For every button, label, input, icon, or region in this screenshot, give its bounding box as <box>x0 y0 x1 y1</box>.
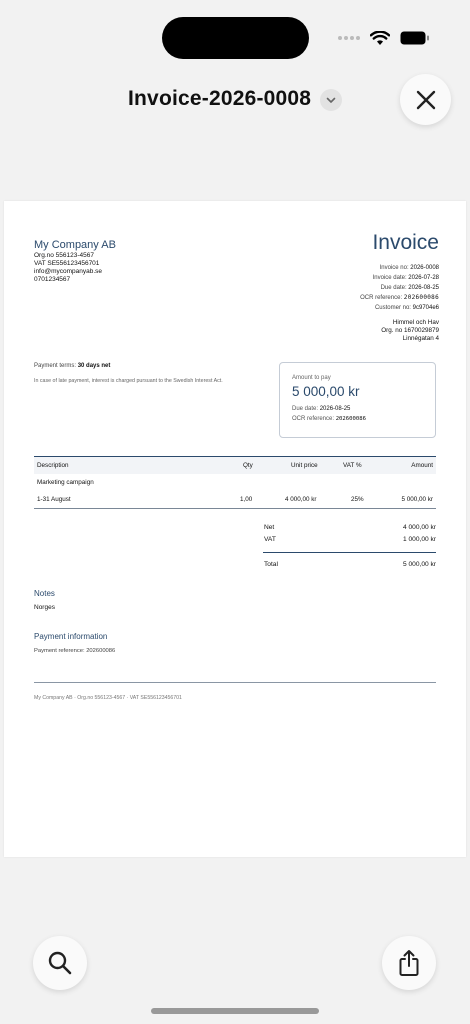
col-qty: Qty <box>243 462 253 469</box>
totals-rule <box>263 546 436 553</box>
row-amount: 5 000,00 kr <box>401 496 433 503</box>
group-label: Marketing campaign <box>37 479 94 486</box>
ocr-value: 202600086 <box>335 416 366 422</box>
document-title[interactable]: Invoice-2026-0008 <box>128 87 312 110</box>
ocr-label: OCR reference: <box>292 416 335 422</box>
net-label: Net <box>264 524 275 531</box>
payment-info-text: Payment reference: 202600086 <box>34 648 116 654</box>
meta-ocr <box>360 293 439 304</box>
wifi-icon <box>370 31 390 46</box>
line-items-table <box>34 456 436 509</box>
meta-value: 2026-07-28 <box>408 274 439 281</box>
total-vat-row <box>263 534 436 546</box>
totals-block <box>263 522 436 571</box>
close-icon <box>415 89 437 111</box>
meta-due-date <box>360 284 439 294</box>
company-email: info@mycompanyab.se <box>34 268 103 275</box>
company-name: My Company AB <box>34 239 116 251</box>
net-value: 4 000,00 kr <box>403 524 436 531</box>
pay-box-due <box>292 406 350 412</box>
customer-name: Himmel och Hav <box>392 319 439 326</box>
col-vat: VAT % <box>343 462 362 469</box>
row-vat: 25% <box>351 496 364 503</box>
vat-value: 1 000,00 kr <box>403 536 436 543</box>
battery-icon <box>400 31 430 45</box>
dynamic-island <box>162 17 309 59</box>
due-value: 2026-08-25 <box>319 406 351 412</box>
late-payment-note: In case of late payment, interest is charged pursuant to the Swedish Interest Act. <box>34 378 223 384</box>
footer-rule <box>34 682 436 683</box>
total-row <box>263 559 436 571</box>
notes-text: Norges <box>34 604 55 611</box>
meta-value: 2026-0008 <box>410 265 439 271</box>
invoice-heading: Invoice <box>372 231 439 254</box>
footer-text: My Company AB · Org.no 556123-4567 · VAT SE556123456701 <box>34 695 182 701</box>
meta-label: Due date: <box>380 284 407 291</box>
table-bottom-rule <box>34 508 436 509</box>
invoice-page <box>4 201 466 857</box>
amount-to-pay-box <box>279 362 436 438</box>
vat-label: VAT <box>264 536 276 543</box>
share-button[interactable] <box>382 936 436 990</box>
col-unit-price: Unit price <box>291 462 318 469</box>
amount-label: Amount to pay <box>292 375 331 381</box>
meta-value: 9c9704e6 <box>412 305 439 312</box>
pay-box-ocr <box>292 416 366 422</box>
total-label: Total <box>264 561 278 568</box>
col-amount: Amount <box>411 462 433 469</box>
meta-label: Invoice date: <box>372 274 407 281</box>
terms-value: 30 days net <box>77 363 111 369</box>
total-value: 5 000,00 kr <box>403 561 436 568</box>
company-phone: 0701234567 <box>34 276 71 283</box>
meta-invoice-date <box>360 274 439 284</box>
table-header <box>34 456 436 474</box>
payment-terms <box>34 363 110 369</box>
close-button[interactable] <box>400 74 451 125</box>
search-icon <box>47 950 73 976</box>
company-vat: VAT SE556123456701 <box>34 260 100 267</box>
chevron-down-icon[interactable] <box>320 89 342 111</box>
invoice-meta <box>360 264 439 314</box>
company-details <box>34 252 102 284</box>
amount-value: 5 000,00 kr <box>292 384 360 399</box>
col-description: Description <box>37 462 69 469</box>
notes-heading: Notes <box>34 589 55 598</box>
meta-invoice-no <box>360 264 439 274</box>
meta-label: OCR reference: <box>360 295 403 302</box>
payment-info-heading: Payment information <box>34 632 108 641</box>
table-group-row <box>34 474 436 491</box>
home-indicator <box>151 1008 319 1014</box>
customer-address: Linnégatan 4 <box>402 335 439 342</box>
table-row <box>34 491 436 508</box>
customer-block <box>381 319 439 343</box>
meta-value: 202600086 <box>403 294 439 302</box>
total-net-row <box>263 522 436 534</box>
search-button[interactable] <box>33 936 87 990</box>
due-label: Due date: <box>292 406 319 412</box>
row-unit-price: 4 000,00 kr <box>285 496 317 503</box>
meta-label: Customer no: <box>374 305 411 312</box>
company-org-no: Org.no 556123-4567 <box>34 252 94 259</box>
customer-org-no: Org. no 1670029879 <box>381 327 439 334</box>
row-description: 1-31 August <box>37 496 71 503</box>
row-qty: 1,00 <box>240 496 253 503</box>
cellular-signal-icon <box>338 36 360 40</box>
meta-label: Invoice no: <box>379 265 409 271</box>
status-bar-icons <box>338 28 430 48</box>
meta-customer-no <box>360 304 439 314</box>
share-icon <box>397 949 421 977</box>
terms-label: Payment terms: <box>34 363 77 369</box>
meta-value: 2026-08-25 <box>408 284 439 291</box>
